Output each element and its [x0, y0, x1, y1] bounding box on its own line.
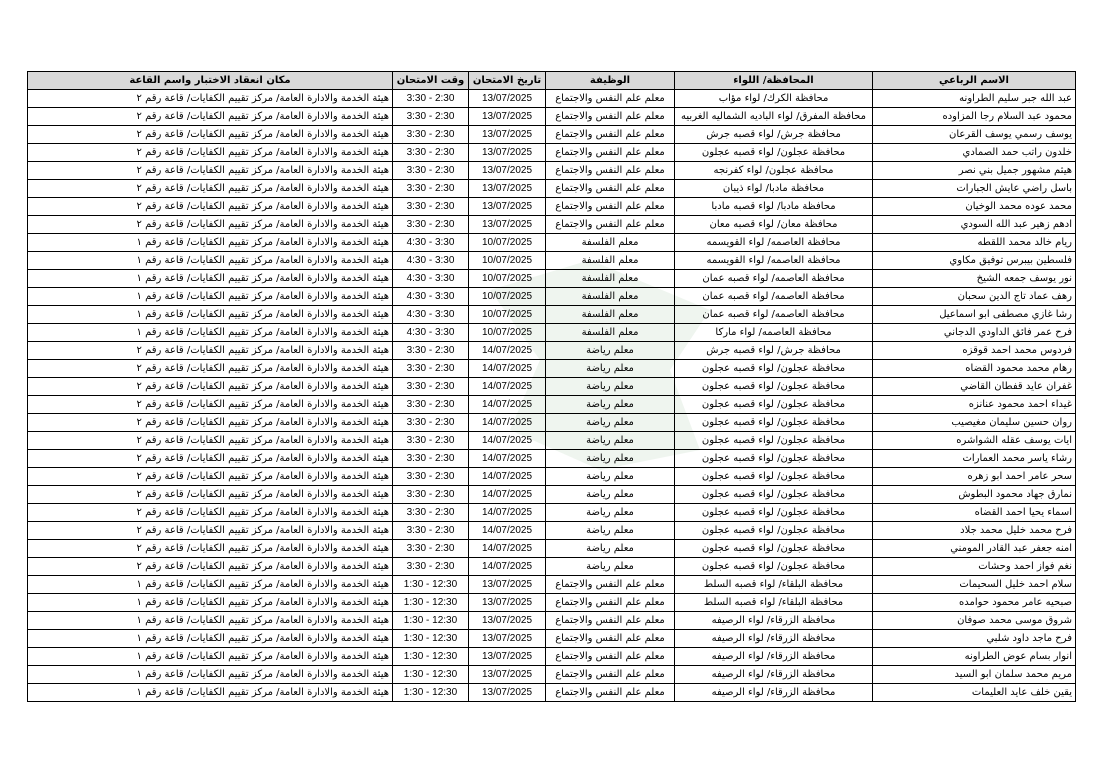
cell-name: رهف عماد تاج الدين سحبان	[873, 288, 1076, 306]
cell-time: 12:30 - 1:30	[393, 594, 469, 612]
cell-gov: محافظة جرش/ لواء قصبه جرش	[675, 126, 873, 144]
cell-gov: محافظة العاصمه/ لواء القويسمه	[675, 234, 873, 252]
cell-time: 2:30 - 3:30	[393, 108, 469, 126]
cell-job: معلم علم النفس والاجتماع	[546, 666, 675, 684]
cell-gov: محافظة عجلون/ لواء قصبه عجلون	[675, 558, 873, 576]
cell-place: هيئة الخدمة والادارة العامة/ مركز تقييم الكفايات/ قاعة رقم ١	[28, 288, 393, 306]
cell-time: 12:30 - 1:30	[393, 648, 469, 666]
cell-place: هيئة الخدمة والادارة العامة/ مركز تقييم الكفايات/ قاعة رقم ٢	[28, 522, 393, 540]
table-row	[28, 450, 1076, 468]
cell-place: هيئة الخدمة والادارة العامة/ مركز تقييم الكفايات/ قاعة رقم ٢	[28, 108, 393, 126]
cell-gov: محافظة معان/ لواء قصبه معان	[675, 216, 873, 234]
cell-place: هيئة الخدمة والادارة العامة/ مركز تقييم الكفايات/ قاعة رقم ٢	[28, 504, 393, 522]
cell-name: انوار بسام عوض الطراونه	[873, 648, 1076, 666]
cell-date: 13/07/2025	[469, 666, 546, 684]
cell-gov: محافظة عجلون/ لواء قصبه عجلون	[675, 468, 873, 486]
cell-date: 13/07/2025	[469, 684, 546, 702]
cell-place: هيئة الخدمة والادارة العامة/ مركز تقييم الكفايات/ قاعة رقم ٢	[28, 360, 393, 378]
cell-name: شروق موسى محمد صوفان	[873, 612, 1076, 630]
table-row	[28, 594, 1076, 612]
cell-job: معلم علم النفس والاجتماع	[546, 630, 675, 648]
cell-place: هيئة الخدمة والادارة العامة/ مركز تقييم الكفايات/ قاعة رقم ٢	[28, 162, 393, 180]
cell-gov: محافظة العاصمه/ لواء قصبه عمان	[675, 270, 873, 288]
table-row	[28, 360, 1076, 378]
cell-name: فردوس محمد احمد قوقزه	[873, 342, 1076, 360]
cell-name: فلسطين بيبرس توفيق مكاوي	[873, 252, 1076, 270]
cell-date: 14/07/2025	[469, 396, 546, 414]
table-row	[28, 288, 1076, 306]
cell-job: معلم رياضة	[546, 540, 675, 558]
cell-job: معلم علم النفس والاجتماع	[546, 648, 675, 666]
cell-gov: محافظة عجلون/ لواء قصبه عجلون	[675, 360, 873, 378]
cell-date: 10/07/2025	[469, 306, 546, 324]
cell-place: هيئة الخدمة والادارة العامة/ مركز تقييم الكفايات/ قاعة رقم ٢	[28, 180, 393, 198]
cell-name: فرح محمد خليل محمد جلاد	[873, 522, 1076, 540]
cell-gov: محافظة الزرقاء/ لواء الرصيفه	[675, 666, 873, 684]
cell-place: هيئة الخدمة والادارة العامة/ مركز تقييم الكفايات/ قاعة رقم ٢	[28, 144, 393, 162]
cell-job: معلم رياضة	[546, 342, 675, 360]
table-row	[28, 522, 1076, 540]
header-name: الاسم الرباعي	[873, 72, 1076, 90]
cell-gov: محافظة البلقاء/ لواء قصبه السلط	[675, 594, 873, 612]
cell-name: رشاء ياسر محمد العمارات	[873, 450, 1076, 468]
cell-place: هيئة الخدمة والادارة العامة/ مركز تقييم الكفايات/ قاعة رقم ٢	[28, 396, 393, 414]
table-row	[28, 648, 1076, 666]
cell-time: 2:30 - 3:30	[393, 504, 469, 522]
cell-job: معلم الفلسفة	[546, 270, 675, 288]
cell-date: 10/07/2025	[469, 234, 546, 252]
cell-place: هيئة الخدمة والادارة العامة/ مركز تقييم الكفايات/ قاعة رقم ١	[28, 576, 393, 594]
cell-time: 2:30 - 3:30	[393, 198, 469, 216]
cell-time: 2:30 - 3:30	[393, 360, 469, 378]
cell-name: صبحيه عامر محمود حوامده	[873, 594, 1076, 612]
table-row	[28, 468, 1076, 486]
cell-gov: محافظة المفرق/ لواء الباديه الشماليه الغربيه	[675, 108, 873, 126]
cell-place: هيئة الخدمة والادارة العامة/ مركز تقييم الكفايات/ قاعة رقم ٢	[28, 432, 393, 450]
table-row	[28, 558, 1076, 576]
cell-name: مريم محمد سلمان ابو السيد	[873, 666, 1076, 684]
cell-job: معلم رياضة	[546, 558, 675, 576]
cell-job: معلم علم النفس والاجتماع	[546, 198, 675, 216]
cell-job: معلم علم النفس والاجتماع	[546, 108, 675, 126]
cell-gov: محافظة العاصمه/ لواء قصبه عمان	[675, 288, 873, 306]
cell-time: 12:30 - 1:30	[393, 576, 469, 594]
cell-time: 3:30 - 4:30	[393, 306, 469, 324]
cell-date: 14/07/2025	[469, 540, 546, 558]
cell-time: 2:30 - 3:30	[393, 522, 469, 540]
cell-name: هيثم مشهور جميل بني نصر	[873, 162, 1076, 180]
cell-job: معلم الفلسفة	[546, 324, 675, 342]
cell-job: معلم علم النفس والاجتماع	[546, 594, 675, 612]
cell-job: معلم علم النفس والاجتماع	[546, 684, 675, 702]
cell-place: هيئة الخدمة والادارة العامة/ مركز تقييم الكفايات/ قاعة رقم ٢	[28, 90, 393, 108]
cell-time: 12:30 - 1:30	[393, 612, 469, 630]
cell-job: معلم علم النفس والاجتماع	[546, 216, 675, 234]
cell-job: معلم علم النفس والاجتماع	[546, 144, 675, 162]
cell-place: هيئة الخدمة والادارة العامة/ مركز تقييم الكفايات/ قاعة رقم ١	[28, 234, 393, 252]
cell-job: معلم الفلسفة	[546, 252, 675, 270]
cell-name: فرح عمر فائق الداودي الدجاني	[873, 324, 1076, 342]
cell-place: هيئة الخدمة والادارة العامة/ مركز تقييم الكفايات/ قاعة رقم ١	[28, 324, 393, 342]
table-header-row	[28, 72, 1076, 90]
cell-name: غيداء احمد محمود عنانزه	[873, 396, 1076, 414]
cell-name: رهام محمد محمود القضاه	[873, 360, 1076, 378]
cell-date: 13/07/2025	[469, 648, 546, 666]
cell-date: 14/07/2025	[469, 342, 546, 360]
cell-name: خلدون راتب حمد الصمادي	[873, 144, 1076, 162]
table-row	[28, 432, 1076, 450]
cell-gov: محافظة عجلون/ لواء قصبه عجلون	[675, 504, 873, 522]
cell-date: 14/07/2025	[469, 414, 546, 432]
table-row	[28, 270, 1076, 288]
cell-name: روان حسين سليمان مغيصيب	[873, 414, 1076, 432]
cell-job: معلم الفلسفة	[546, 234, 675, 252]
table-row	[28, 378, 1076, 396]
cell-gov: محافظة عجلون/ لواء قصبه عجلون	[675, 144, 873, 162]
table-row	[28, 234, 1076, 252]
header-place: مكان انعقاد الاختبار واسم القاعة	[28, 72, 393, 90]
cell-gov: محافظة الزرقاء/ لواء الرصيفه	[675, 612, 873, 630]
cell-gov: محافظة الزرقاء/ لواء الرصيفه	[675, 630, 873, 648]
cell-place: هيئة الخدمة والادارة العامة/ مركز تقييم الكفايات/ قاعة رقم ١	[28, 630, 393, 648]
table-row	[28, 306, 1076, 324]
cell-time: 3:30 - 4:30	[393, 252, 469, 270]
cell-job: معلم علم النفس والاجتماع	[546, 576, 675, 594]
cell-name: ادهم زهير عبد الله السودي	[873, 216, 1076, 234]
cell-time: 2:30 - 3:30	[393, 414, 469, 432]
cell-job: معلم رياضة	[546, 360, 675, 378]
cell-name: ايات يوسف عقله الشواشره	[873, 432, 1076, 450]
table-row	[28, 252, 1076, 270]
cell-place: هيئة الخدمة والادارة العامة/ مركز تقييم الكفايات/ قاعة رقم ٢	[28, 414, 393, 432]
table-row	[28, 144, 1076, 162]
cell-date: 14/07/2025	[469, 504, 546, 522]
cell-name: نور يوسف جمعه الشيخ	[873, 270, 1076, 288]
cell-time: 2:30 - 3:30	[393, 162, 469, 180]
table-row	[28, 540, 1076, 558]
cell-job: معلم الفلسفة	[546, 288, 675, 306]
cell-time: 2:30 - 3:30	[393, 216, 469, 234]
header-time: وقت الامتحان	[393, 72, 469, 90]
cell-name: نمارق جهاد محمود البطوش	[873, 486, 1076, 504]
cell-place: هيئة الخدمة والادارة العامة/ مركز تقييم الكفايات/ قاعة رقم ١	[28, 252, 393, 270]
cell-place: هيئة الخدمة والادارة العامة/ مركز تقييم الكفايات/ قاعة رقم ٢	[28, 486, 393, 504]
cell-job: معلم رياضة	[546, 450, 675, 468]
cell-gov: محافظة العاصمه/ لواء القويسمه	[675, 252, 873, 270]
cell-name: باسل راضي عايش الجبارات	[873, 180, 1076, 198]
cell-gov: محافظة العاصمه/ لواء قصبه عمان	[675, 306, 873, 324]
cell-job: معلم رياضة	[546, 432, 675, 450]
exam-schedule-table	[27, 71, 1076, 702]
cell-date: 13/07/2025	[469, 576, 546, 594]
table-row	[28, 342, 1076, 360]
cell-gov: محافظة عجلون/ لواء قصبه عجلون	[675, 486, 873, 504]
cell-time: 2:30 - 3:30	[393, 468, 469, 486]
cell-place: هيئة الخدمة والادارة العامة/ مركز تقييم الكفايات/ قاعة رقم ١	[28, 270, 393, 288]
cell-date: 14/07/2025	[469, 378, 546, 396]
table-row	[28, 198, 1076, 216]
table-row	[28, 414, 1076, 432]
cell-time: 2:30 - 3:30	[393, 396, 469, 414]
cell-job: معلم علم النفس والاجتماع	[546, 126, 675, 144]
cell-gov: محافظة عجلون/ لواء قصبه عجلون	[675, 450, 873, 468]
cell-job: معلم علم النفس والاجتماع	[546, 162, 675, 180]
cell-place: هيئة الخدمة والادارة العامة/ مركز تقييم الكفايات/ قاعة رقم ٢	[28, 216, 393, 234]
table-row	[28, 180, 1076, 198]
cell-place: هيئة الخدمة والادارة العامة/ مركز تقييم الكفايات/ قاعة رقم ١	[28, 306, 393, 324]
cell-time: 12:30 - 1:30	[393, 684, 469, 702]
cell-time: 3:30 - 4:30	[393, 288, 469, 306]
table-row	[28, 126, 1076, 144]
cell-time: 2:30 - 3:30	[393, 432, 469, 450]
cell-name: سلام احمد خليل السحيمات	[873, 576, 1076, 594]
cell-job: معلم رياضة	[546, 414, 675, 432]
cell-date: 14/07/2025	[469, 558, 546, 576]
cell-gov: محافظة عجلون/ لواء قصبه عجلون	[675, 396, 873, 414]
cell-job: معلم رياضة	[546, 522, 675, 540]
cell-date: 14/07/2025	[469, 360, 546, 378]
cell-time: 2:30 - 3:30	[393, 540, 469, 558]
cell-name: نغم فواز احمد وحشات	[873, 558, 1076, 576]
cell-time: 2:30 - 3:30	[393, 126, 469, 144]
cell-date: 10/07/2025	[469, 270, 546, 288]
cell-place: هيئة الخدمة والادارة العامة/ مركز تقييم الكفايات/ قاعة رقم ١	[28, 594, 393, 612]
table-row	[28, 108, 1076, 126]
cell-place: هيئة الخدمة والادارة العامة/ مركز تقييم الكفايات/ قاعة رقم ٢	[28, 378, 393, 396]
table-row	[28, 90, 1076, 108]
cell-name: اسماء يحيا احمد القضاه	[873, 504, 1076, 522]
cell-job: معلم الفلسفة	[546, 306, 675, 324]
cell-time: 2:30 - 3:30	[393, 342, 469, 360]
cell-job: معلم علم النفس والاجتماع	[546, 90, 675, 108]
cell-place: هيئة الخدمة والادارة العامة/ مركز تقييم الكفايات/ قاعة رقم ١	[28, 684, 393, 702]
cell-job: معلم رياضة	[546, 378, 675, 396]
table-row	[28, 576, 1076, 594]
cell-date: 13/07/2025	[469, 198, 546, 216]
cell-date: 13/07/2025	[469, 144, 546, 162]
cell-name: فرح ماجد داود شلبي	[873, 630, 1076, 648]
cell-gov: محافظة عجلون/ لواء قصبه عجلون	[675, 378, 873, 396]
cell-place: هيئة الخدمة والادارة العامة/ مركز تقييم الكفايات/ قاعة رقم ١	[28, 612, 393, 630]
cell-name: غفران عايد قفطان القاضي	[873, 378, 1076, 396]
cell-gov: محافظة الكرك/ لواء مؤاب	[675, 90, 873, 108]
cell-date: 14/07/2025	[469, 522, 546, 540]
cell-name: يقين خلف عايد العليمات	[873, 684, 1076, 702]
cell-time: 2:30 - 3:30	[393, 558, 469, 576]
cell-place: هيئة الخدمة والادارة العامة/ مركز تقييم الكفايات/ قاعة رقم ٢	[28, 540, 393, 558]
cell-name: محمود عبد السلام رجا المزاوده	[873, 108, 1076, 126]
cell-gov: محافظة عجلون/ لواء كفرنجه	[675, 162, 873, 180]
cell-gov: محافظة الزرقاء/ لواء الرصيفه	[675, 684, 873, 702]
cell-job: معلم علم النفس والاجتماع	[546, 180, 675, 198]
cell-name: ريام خالد محمد اللقطه	[873, 234, 1076, 252]
header-date: تاريخ الامتحان	[469, 72, 546, 90]
cell-gov: محافظة مادبا/ لواء قصبه مادبا	[675, 198, 873, 216]
table-row	[28, 684, 1076, 702]
cell-date: 14/07/2025	[469, 486, 546, 504]
cell-place: هيئة الخدمة والادارة العامة/ مركز تقييم الكفايات/ قاعة رقم ٢	[28, 450, 393, 468]
cell-name: رشا غازي مصطفى ابو اسماعيل	[873, 306, 1076, 324]
cell-time: 3:30 - 4:30	[393, 234, 469, 252]
cell-date: 13/07/2025	[469, 90, 546, 108]
cell-place: هيئة الخدمة والادارة العامة/ مركز تقييم الكفايات/ قاعة رقم ٢	[28, 468, 393, 486]
cell-name: يوسف رسمي يوسف القرعان	[873, 126, 1076, 144]
cell-place: هيئة الخدمة والادارة العامة/ مركز تقييم الكفايات/ قاعة رقم ١	[28, 666, 393, 684]
table-row	[28, 666, 1076, 684]
table-row	[28, 612, 1076, 630]
cell-date: 13/07/2025	[469, 126, 546, 144]
table-row	[28, 486, 1076, 504]
cell-gov: محافظة عجلون/ لواء قصبه عجلون	[675, 414, 873, 432]
cell-gov: محافظة جرش/ لواء قصبه جرش	[675, 342, 873, 360]
cell-time: 2:30 - 3:30	[393, 180, 469, 198]
cell-time: 3:30 - 4:30	[393, 324, 469, 342]
cell-time: 2:30 - 3:30	[393, 486, 469, 504]
cell-date: 13/07/2025	[469, 108, 546, 126]
cell-date: 14/07/2025	[469, 432, 546, 450]
cell-place: هيئة الخدمة والادارة العامة/ مركز تقييم الكفايات/ قاعة رقم ٢	[28, 558, 393, 576]
cell-time: 3:30 - 4:30	[393, 270, 469, 288]
cell-date: 13/07/2025	[469, 216, 546, 234]
cell-gov: محافظة الزرقاء/ لواء الرصيفه	[675, 648, 873, 666]
cell-gov: محافظة عجلون/ لواء قصبه عجلون	[675, 540, 873, 558]
cell-date: 14/07/2025	[469, 450, 546, 468]
header-job: الوظيفة	[546, 72, 675, 90]
cell-gov: محافظة عجلون/ لواء قصبه عجلون	[675, 522, 873, 540]
cell-name: سحر عامر احمد ابو زهره	[873, 468, 1076, 486]
cell-gov: محافظة عجلون/ لواء قصبه عجلون	[675, 432, 873, 450]
cell-gov: محافظة البلقاء/ لواء قصبه السلط	[675, 576, 873, 594]
cell-name: امنه جعفر عبد القادر المومني	[873, 540, 1076, 558]
cell-date: 13/07/2025	[469, 630, 546, 648]
cell-place: هيئة الخدمة والادارة العامة/ مركز تقييم الكفايات/ قاعة رقم ٢	[28, 198, 393, 216]
cell-date: 13/07/2025	[469, 162, 546, 180]
cell-time: 2:30 - 3:30	[393, 378, 469, 396]
header-governorate: المحافظة/ اللواء	[675, 72, 873, 90]
cell-date: 13/07/2025	[469, 594, 546, 612]
cell-gov: محافظة مادبا/ لواء ذيبان	[675, 180, 873, 198]
cell-job: معلم رياضة	[546, 504, 675, 522]
cell-place: هيئة الخدمة والادارة العامة/ مركز تقييم الكفايات/ قاعة رقم ٢	[28, 342, 393, 360]
cell-job: معلم رياضة	[546, 468, 675, 486]
table-row	[28, 324, 1076, 342]
table-row	[28, 396, 1076, 414]
cell-gov: محافظة العاصمه/ لواء ماركا	[675, 324, 873, 342]
cell-time: 2:30 - 3:30	[393, 90, 469, 108]
cell-job: معلم رياضة	[546, 396, 675, 414]
cell-date: 13/07/2025	[469, 612, 546, 630]
cell-job: معلم علم النفس والاجتماع	[546, 612, 675, 630]
cell-place: هيئة الخدمة والادارة العامة/ مركز تقييم الكفايات/ قاعة رقم ٢	[28, 126, 393, 144]
cell-name: عبد الله جبر سليم الطراونه	[873, 90, 1076, 108]
cell-name: محمد عوده محمد الوخيان	[873, 198, 1076, 216]
table-row	[28, 216, 1076, 234]
cell-time: 2:30 - 3:30	[393, 450, 469, 468]
cell-date: 10/07/2025	[469, 252, 546, 270]
cell-date: 10/07/2025	[469, 288, 546, 306]
table-row	[28, 162, 1076, 180]
cell-place: هيئة الخدمة والادارة العامة/ مركز تقييم الكفايات/ قاعة رقم ١	[28, 648, 393, 666]
cell-date: 14/07/2025	[469, 468, 546, 486]
table-row	[28, 504, 1076, 522]
cell-time: 2:30 - 3:30	[393, 144, 469, 162]
cell-time: 12:30 - 1:30	[393, 666, 469, 684]
cell-date: 10/07/2025	[469, 324, 546, 342]
cell-job: معلم رياضة	[546, 486, 675, 504]
cell-time: 12:30 - 1:30	[393, 630, 469, 648]
table-row	[28, 630, 1076, 648]
cell-date: 13/07/2025	[469, 180, 546, 198]
